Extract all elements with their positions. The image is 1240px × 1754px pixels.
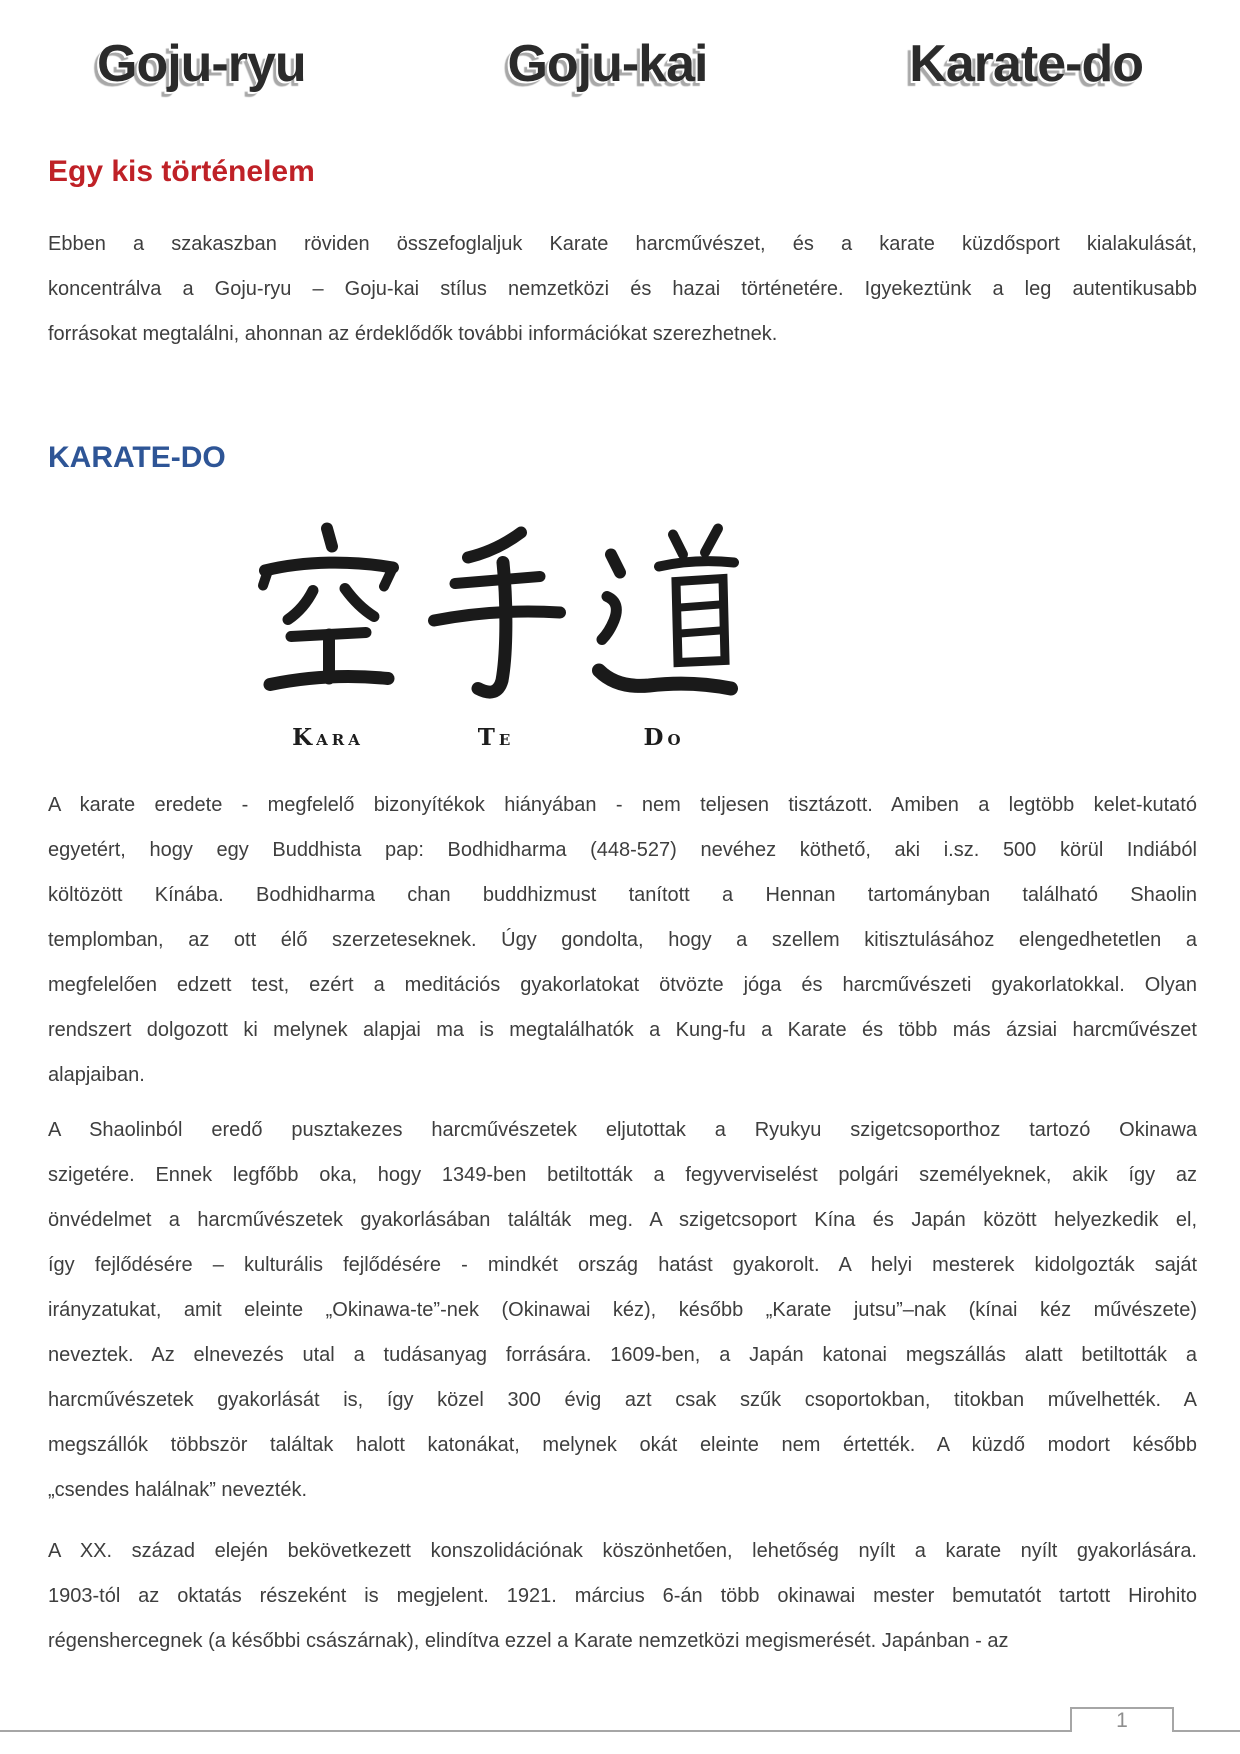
karatedo-heading: KARATE-DO [48, 441, 226, 474]
calligraphy-figure [253, 513, 1197, 751]
paragraph-20th-century [48, 1529, 1197, 1664]
text-line: „csendes halálnak” nevezték. [48, 1479, 308, 1501]
kanji-kara-icon [253, 513, 403, 718]
style-titles-row [97, 36, 1143, 92]
text-line: szigetére. Ennek legfőbb oka, hogy 1349-ben betiltották a fegyverviselést polgári személyeknek, akik így az [48, 1164, 1197, 1186]
kanji-label-te: TE [477, 724, 515, 751]
kanji-label-kara: KARA [292, 724, 364, 751]
paragraph-okinawa [48, 1108, 1197, 1513]
kanji-te-icon [421, 513, 571, 718]
text-line: egyetért, hogy egy Buddhista pap: Bodhidharma (448-527) nevéhez köthető, aki i.sz. 500 körül Indiából [48, 839, 1197, 861]
text-line: irányzatukat, amit eleinte „Okinawa-te”-nek (Okinawai kéz), később „Karate jutsu”–nak (kínai kéz művészete) [48, 1299, 1197, 1321]
text-line: régenshercegnek (a későbbi császárnak), elindítva ezzel a Karate nemzetközi megismerését. Japánban - az [48, 1630, 1009, 1652]
text-line: így fejlődésére – kulturális fejlődésére - mindkét ország hatást gyakorolt. A helyi mesterek kidolgozták saját [48, 1254, 1197, 1276]
kanji-do-icon [589, 513, 739, 718]
text-line: alapjaiban. [48, 1064, 145, 1086]
kanji-column-te [421, 513, 571, 751]
title-goju-kai: Goju-kai [507, 35, 708, 93]
text-line: költözött Kínába. Bodhidharma chan buddhizmust tanított a Hennan tartományban található Shaolin [48, 884, 1197, 906]
kanji-label-do: DO [643, 724, 685, 751]
title-goju-ryu: Goju-ryu [97, 35, 306, 93]
page-number-tab [1070, 1707, 1174, 1732]
text-line: koncentrálva a Goju-ryu – Goju-kai stílus nemzetközi és hazai történetére. Igyekeztünk a leg autentikusabb [48, 278, 1197, 300]
text-line: templomban, az ott élő szerzeteseknek. Úgy gondolta, hogy a szellem kitisztulásához elengedhetetlen a [48, 929, 1197, 951]
text-line: neveztek. Az elnevezés utal a tudásanyag forrására. 1609-ben, a Japán katonai megszállás alatt betiltották a [48, 1344, 1197, 1366]
text-line: megfelelően edzett test, ezért a meditációs gyakorlatokat ötvözte jóga és harcművészeti gyakorlatokkal. Olyan [48, 974, 1197, 996]
text-line: A XX. század elején bekövetkezett konszolidációnak köszönhetően, lehetőség nyílt a karate nyílt gyakorlására. [48, 1540, 1197, 1562]
kanji-column-kara [253, 513, 403, 751]
kanji-column-do [589, 513, 739, 751]
text-line: forrásokat megtalálni, ahonnan az érdeklődők további információkat szerezhetnek. [48, 323, 778, 345]
text-line: Ebben a szakaszban röviden összefoglaljuk Karate harcművészet, és a karate küzdősport kialakulását, [48, 233, 1197, 255]
title-karate-do: Karate-do [909, 35, 1143, 93]
footer-rule [0, 1730, 1240, 1732]
text-line: önvédelmet a harcművészetek gyakorlásában találták meg. A szigetcsoport Kína és Japán között helyezkedik el, [48, 1209, 1197, 1231]
text-line: rendszert dolgozott ki melynek alapjai ma is megtalálhatók a Kung-fu a Karate és több más ázsiai harcművészet [48, 1019, 1197, 1041]
text-line: megszállók többször találtak halott katonákat, melynek okát eleinte nem értették. A küzdő modort később [48, 1434, 1197, 1456]
text-line: 1903-tól az oktatás részeként is megjelent. 1921. március 6-án több okinawai mester bemutatót tartott Hirohito [48, 1585, 1197, 1607]
intro-paragraph [48, 222, 1197, 357]
paragraph-karate-origin [48, 783, 1197, 1098]
text-line: A Shaolinból eredő pusztakezes harcművészetek eljutottak a Ryukyu szigetcsoporthoz tartozó Okinawa [48, 1119, 1197, 1141]
text-line: A karate eredete - megfelelő bizonyítékok hiányában - nem teljesen tisztázott. Amiben a legtöbb kelet-kutató [48, 794, 1197, 816]
history-heading: Egy kis történelem [48, 155, 315, 188]
page-number: 1 [1116, 1709, 1128, 1732]
text-line: harcművészetek gyakorlását is, így közel 300 évig azt csak szűk csoportokban, titokban művelhették. A [48, 1389, 1197, 1411]
